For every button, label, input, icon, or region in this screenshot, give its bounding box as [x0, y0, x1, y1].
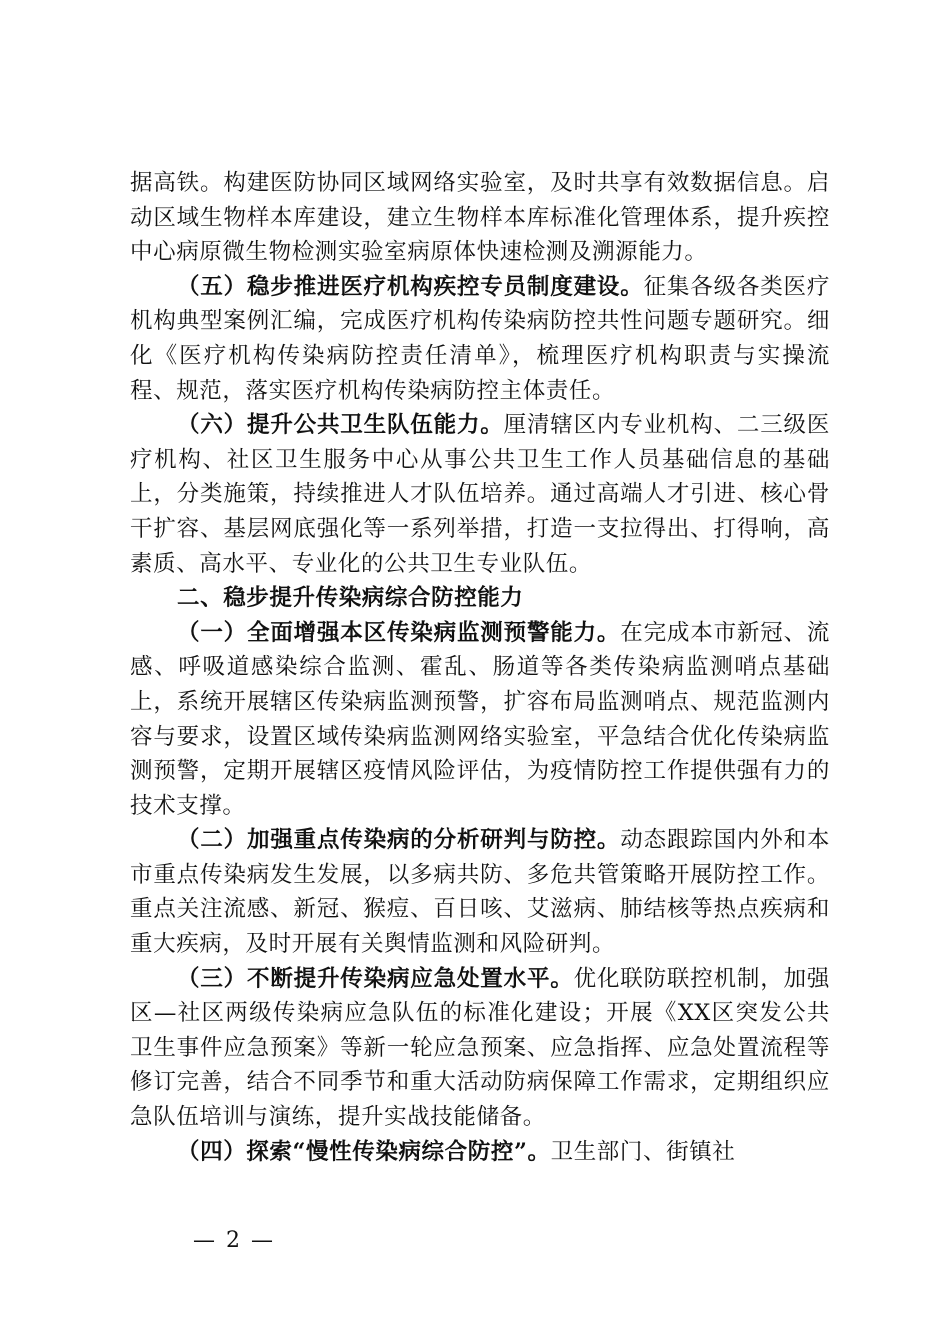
paragraph-item-4: [130, 1135, 830, 1170]
paragraph-lead: （五）稳步推进医疗机构疾控专员制度建设。: [177, 273, 644, 300]
paragraph-text: 卫生部门、街镇社: [550, 1138, 736, 1165]
paragraph-text: 动态跟踪国内外和本市重点传染病发生发展，以多病共防、多危共管策略开展防控工作。重点关注流感、新冠、猴痘、百日咳、艾滋病、肺结核等热点疾病和重大疾病，及时开展有关舆情监测和风险研判。: [130, 827, 830, 958]
paragraph-lead: （四）探索“慢性传染病综合防控”。: [177, 1138, 551, 1165]
paragraph-text: 据高铁。构建医防协同区域网络实验室，及时共享有效数据信息。启动区域生物样本库建设，建立生物样本库标准化管理体系，提升疾控中心病原微生物检测实验室病原体快速检测及溯源能力。: [130, 170, 830, 266]
paragraph-lead: （六）提升公共卫生队伍能力。: [177, 412, 504, 439]
paragraph-item-1: [130, 616, 830, 824]
paragraph-lead: （三）不断提升传染病应急处置水平。: [177, 965, 574, 992]
paragraph-item-3: [130, 962, 830, 1135]
paragraph-item-2: [130, 823, 830, 961]
paragraph-text: 在完成本市新冠、流感、呼吸道感染综合监测、霍乱、肠道等各类传染病监测哨点基础上，系统开展辖区传染病监测预警，扩容布局监测哨点、规范监测内容与要求，设置区域传染病监测网络实验室，平急结合优化传染病监测预警，定期开展辖区疫情风险评估，为疫情防控工作提供强有力的技术支撑。: [130, 619, 830, 819]
paragraph-lead: （一）全面增强本区传染病监测预警能力。: [177, 619, 621, 646]
paragraph-continuation: [130, 166, 830, 270]
page-number: — 2 —: [193, 1228, 275, 1253]
paragraph-text: 厘清辖区内专业机构、二三级医疗机构、社区卫生服务中心从事公共卫生工作人员基础信息的基础上，分类施策，持续推进人才队伍培养。通过高端人才引进、核心骨干扩容、基层网底强化等一系列举措，打造一支拉得出、打得响，高素质、高水平、专业化的公共卫生专业队伍。: [130, 412, 830, 577]
paragraph-text: 征集各级各类医疗机构典型案例汇编，完成医疗机构传染病防控共性问题专题研究。细化《医疗机构传染病防控责任清单》，梳理医疗机构职责与实操流程、规范，落实医疗机构传染病防控主体责任。: [130, 273, 830, 404]
paragraph-text: 优化联防联控机制，加强区—社区两级传染病应急队伍的标准化建设；开展《XX区突发公共卫生事件应急预案》等新一轮应急预案、应急指挥、应急处置流程等修订完善，结合不同季节和重大活动防病保障工作需求，定期组织应急队伍培训与演练，提升实战技能储备。: [130, 965, 831, 1131]
section-heading: 二、稳步提升传染病综合防控能力: [177, 585, 524, 612]
paragraph-item-5: [130, 270, 830, 408]
paragraph-lead: （二）加强重点传染病的分析研判与防控。: [177, 827, 621, 854]
paragraph-item-6: [130, 408, 830, 581]
document-page: [130, 166, 830, 1169]
